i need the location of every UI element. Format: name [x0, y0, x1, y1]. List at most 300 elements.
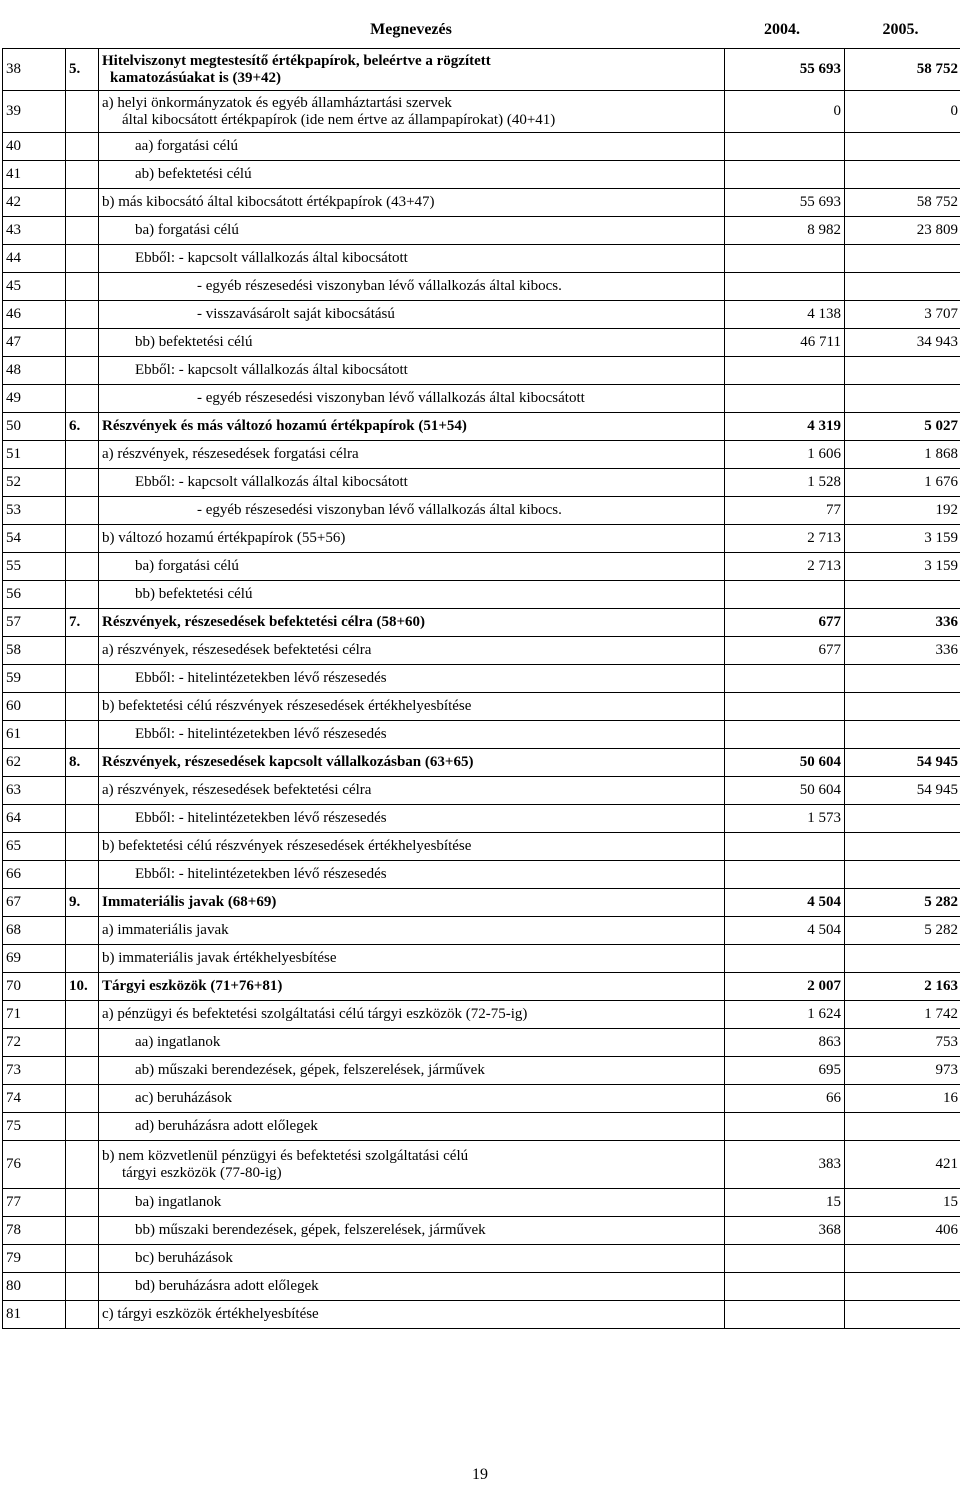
row-value-2004: 863 [725, 1029, 845, 1057]
row-value-2005 [845, 945, 960, 973]
row-value-2004: 1 573 [725, 805, 845, 833]
row-number: 42 [3, 189, 66, 217]
row-description [99, 1141, 725, 1189]
row-value-2004: 2 713 [725, 553, 845, 581]
row-section-number [66, 945, 99, 973]
table-row [3, 581, 960, 609]
row-value-2005 [845, 721, 960, 749]
row-description-text: bd) beruházásra adott előlegek [135, 1278, 319, 1294]
row-description-text: ab) befektetési célú [135, 166, 252, 182]
row-value-2004: 4 138 [725, 301, 845, 329]
row-value-2005: 23 809 [845, 217, 960, 245]
balance-table-body [3, 49, 960, 1329]
row-value-2004: 1 606 [725, 441, 845, 469]
row-value-2004 [725, 665, 845, 693]
table-row [3, 777, 960, 805]
row-section-number [66, 1085, 99, 1113]
row-description-text: aa) forgatási célú [135, 138, 239, 154]
table-row [3, 441, 960, 469]
row-description-text: b) más kibocsátó által kibocsátott értékpapírok (43+47) [102, 194, 435, 210]
row-description-text: bb) befektetési célú [135, 334, 253, 350]
row-value-2004 [725, 245, 845, 273]
row-value-2005 [845, 161, 960, 189]
table-row [3, 1141, 960, 1189]
row-value-2005: 58 752 [845, 189, 960, 217]
row-value-2005 [845, 385, 960, 413]
row-description [99, 1273, 725, 1301]
row-description-text: Részvények, részesedések kapcsolt vállalkozásban (63+65) [102, 754, 474, 770]
table-row [3, 245, 960, 273]
row-number: 78 [3, 1217, 66, 1245]
balance-table [2, 48, 960, 1329]
row-number: 76 [3, 1141, 66, 1189]
row-section-number: 8. [66, 749, 99, 777]
row-description [99, 637, 725, 665]
table-row [3, 973, 960, 1001]
row-value-2005: 0 [845, 91, 960, 133]
table-row [3, 917, 960, 945]
row-description-text: Tárgyi eszközök (71+76+81) [102, 978, 283, 994]
row-value-2004: 677 [725, 637, 845, 665]
row-description [99, 385, 725, 413]
row-value-2004 [725, 861, 845, 889]
row-description-text: ba) ingatlanok [135, 1194, 222, 1210]
row-description-text: a) részvények, részesedések befektetési célra [102, 642, 372, 658]
row-section-number [66, 329, 99, 357]
row-number: 46 [3, 301, 66, 329]
table-row [3, 357, 960, 385]
row-section-number [66, 357, 99, 385]
row-value-2005: 16 [845, 1085, 960, 1113]
row-description [99, 861, 725, 889]
row-number: 77 [3, 1189, 66, 1217]
row-value-2004: 66 [725, 1085, 845, 1113]
row-value-2004: 8 982 [725, 217, 845, 245]
row-number: 54 [3, 525, 66, 553]
row-description-text: ba) forgatási célú [135, 558, 239, 574]
row-section-number [66, 273, 99, 301]
row-description [99, 945, 725, 973]
row-number: 66 [3, 861, 66, 889]
row-value-2004: 1 624 [725, 1001, 845, 1029]
row-description [99, 693, 725, 721]
row-value-2004 [725, 1273, 845, 1301]
row-description [99, 721, 725, 749]
row-number: 53 [3, 497, 66, 525]
row-value-2005: 192 [845, 497, 960, 525]
row-value-2005: 1 868 [845, 441, 960, 469]
row-value-2005 [845, 665, 960, 693]
row-section-number [66, 693, 99, 721]
row-description-line: kamatozásúakat is (39+42) [110, 69, 282, 86]
row-value-2005 [845, 581, 960, 609]
row-value-2005: 3 159 [845, 553, 960, 581]
row-description-text: Immateriális javak (68+69) [102, 894, 277, 910]
row-value-2004: 77 [725, 497, 845, 525]
row-section-number [66, 581, 99, 609]
row-description [99, 1057, 725, 1085]
table-row [3, 301, 960, 329]
row-number: 48 [3, 357, 66, 385]
row-section-number: 9. [66, 889, 99, 917]
row-section-number [66, 161, 99, 189]
row-value-2005 [845, 1273, 960, 1301]
row-value-2004: 368 [725, 1217, 845, 1245]
row-description [99, 91, 725, 133]
row-description-text: Ebből: - kapcsolt vállalkozás által kibocsátott [135, 250, 408, 266]
row-value-2004: 4 319 [725, 413, 845, 441]
row-value-2004: 677 [725, 609, 845, 637]
row-value-2005: 973 [845, 1057, 960, 1085]
row-section-number [66, 1301, 99, 1329]
table-row [3, 1057, 960, 1085]
row-description [99, 329, 725, 357]
row-value-2005: 58 752 [845, 49, 960, 91]
table-row [3, 497, 960, 525]
header-year-2005: 2005. [882, 21, 919, 38]
row-value-2005: 421 [845, 1141, 960, 1189]
row-value-2004: 15 [725, 1189, 845, 1217]
row-value-2004 [725, 385, 845, 413]
row-number: 63 [3, 777, 66, 805]
row-number: 51 [3, 441, 66, 469]
table-row [3, 217, 960, 245]
row-description-text: - egyéb részesedési viszonyban lévő vállalkozás által kibocsátott [197, 390, 585, 406]
row-description-text: ad) beruházásra adott előlegek [135, 1118, 318, 1134]
row-value-2005: 54 945 [845, 777, 960, 805]
row-section-number [66, 189, 99, 217]
row-description [99, 1001, 725, 1029]
row-value-2004 [725, 581, 845, 609]
row-value-2005: 1 676 [845, 469, 960, 497]
row-description-text: c) tárgyi eszközök értékhelyesbítése [102, 1306, 319, 1322]
row-value-2004: 2 007 [725, 973, 845, 1001]
row-number: 39 [3, 91, 66, 133]
row-value-2004: 4 504 [725, 917, 845, 945]
row-value-2004: 2 713 [725, 525, 845, 553]
row-number: 79 [3, 1245, 66, 1273]
table-row [3, 413, 960, 441]
row-value-2004 [725, 833, 845, 861]
row-description-text: a) részvények, részesedések befektetési célra [102, 782, 372, 798]
row-section-number [66, 917, 99, 945]
table-row [3, 553, 960, 581]
row-description [99, 917, 725, 945]
row-description [99, 441, 725, 469]
row-section-number [66, 1029, 99, 1057]
row-value-2005: 3 159 [845, 525, 960, 553]
row-value-2005 [845, 861, 960, 889]
row-number: 73 [3, 1057, 66, 1085]
row-value-2005: 34 943 [845, 329, 960, 357]
table-row [3, 1245, 960, 1273]
table-row [3, 609, 960, 637]
row-value-2004 [725, 693, 845, 721]
row-description [99, 1113, 725, 1141]
row-section-number: 5. [66, 49, 99, 91]
row-description-text: Ebből: - hitelintézetekben lévő részesedés [135, 726, 387, 742]
row-section-number [66, 777, 99, 805]
row-description-text: - egyéb részesedési viszonyban lévő vállalkozás által kibocs. [197, 278, 562, 294]
row-value-2005: 3 707 [845, 301, 960, 329]
row-number: 59 [3, 665, 66, 693]
row-description [99, 1217, 725, 1245]
row-number: 61 [3, 721, 66, 749]
table-row [3, 861, 960, 889]
row-description [99, 469, 725, 497]
header-name: Megnevezés [370, 21, 452, 38]
table-row [3, 189, 960, 217]
row-description-text: ab) műszaki berendezések, gépek, felszerelések, járművek [135, 1062, 485, 1078]
table-row [3, 469, 960, 497]
row-description-text: bc) beruházások [135, 1250, 233, 1266]
row-number: 43 [3, 217, 66, 245]
row-value-2004 [725, 357, 845, 385]
row-description-text: b) immateriális javak értékhelyesbítése [102, 950, 337, 966]
row-description [99, 301, 725, 329]
row-value-2005: 336 [845, 609, 960, 637]
row-description-text: ac) beruházások [135, 1090, 233, 1106]
row-value-2004 [725, 273, 845, 301]
table-row [3, 945, 960, 973]
table-row [3, 1217, 960, 1245]
row-value-2005: 753 [845, 1029, 960, 1057]
row-description [99, 497, 725, 525]
row-description [99, 245, 725, 273]
table-row [3, 1029, 960, 1057]
table-row [3, 1085, 960, 1113]
row-description-text: aa) ingatlanok [135, 1034, 221, 1050]
row-value-2004 [725, 161, 845, 189]
row-number: 58 [3, 637, 66, 665]
row-number: 47 [3, 329, 66, 357]
row-description-text: Ebből: - hitelintézetekben lévő részesedés [135, 810, 387, 826]
row-value-2004: 50 604 [725, 777, 845, 805]
row-number: 70 [3, 973, 66, 1001]
row-description-text: b) befektetési célú részvények részesedések értékhelyesbítése [102, 698, 472, 714]
table-row [3, 637, 960, 665]
row-number: 52 [3, 469, 66, 497]
row-section-number [66, 1141, 99, 1189]
row-section-number [66, 441, 99, 469]
row-section-number [66, 1273, 99, 1301]
row-value-2005: 15 [845, 1189, 960, 1217]
row-number: 75 [3, 1113, 66, 1141]
row-value-2004: 50 604 [725, 749, 845, 777]
row-section-number [66, 133, 99, 161]
row-description [99, 609, 725, 637]
row-number: 71 [3, 1001, 66, 1029]
row-value-2005 [845, 245, 960, 273]
row-description-text: ba) forgatási célú [135, 222, 239, 238]
table-row [3, 91, 960, 133]
row-description-text: Hitelviszonyt megtestesítő értékpapírok, beleértve a rögzített kamatozásúakat is (39+42) [102, 52, 491, 86]
row-number: 49 [3, 385, 66, 413]
row-description-line: által kibocsátott értékpapírok (ide nem értve az állampapírokat) (40+41) [122, 111, 556, 128]
row-value-2005 [845, 693, 960, 721]
row-description [99, 525, 725, 553]
row-number: 57 [3, 609, 66, 637]
row-description [99, 161, 725, 189]
table-row [3, 1113, 960, 1141]
row-description [99, 413, 725, 441]
row-description-text: a) pénzügyi és befektetési szolgáltatási célú tárgyi eszközök (72-75-ig) [102, 1006, 528, 1022]
row-section-number [66, 637, 99, 665]
row-value-2005 [845, 805, 960, 833]
row-number: 44 [3, 245, 66, 273]
row-description-text: a) részvények, részesedések forgatási célra [102, 446, 359, 462]
row-description-text: Ebből: - hitelintézetekben lévő részesedés [135, 670, 387, 686]
row-section-number [66, 833, 99, 861]
page-number: 19 [472, 1466, 488, 1483]
row-description-text: Ebből: - kapcsolt vállalkozás által kibocsátott [135, 362, 408, 378]
row-section-number [66, 805, 99, 833]
row-description-text: - egyéb részesedési viszonyban lévő vállalkozás által kibocs. [197, 502, 562, 518]
row-number: 81 [3, 1301, 66, 1329]
row-description [99, 805, 725, 833]
row-value-2005: 2 163 [845, 973, 960, 1001]
row-description-text: b) befektetési célú részvények részesedések értékhelyesbítése [102, 838, 472, 854]
row-number: 38 [3, 49, 66, 91]
row-section-number [66, 1189, 99, 1217]
row-number: 56 [3, 581, 66, 609]
row-section-number [66, 217, 99, 245]
row-section-number [66, 665, 99, 693]
row-number: 67 [3, 889, 66, 917]
row-description [99, 273, 725, 301]
row-description [99, 189, 725, 217]
row-description [99, 357, 725, 385]
table-row [3, 385, 960, 413]
table-row [3, 329, 960, 357]
row-value-2004: 0 [725, 91, 845, 133]
row-section-number [66, 1245, 99, 1273]
row-number: 62 [3, 749, 66, 777]
table-row [3, 161, 960, 189]
row-number: 40 [3, 133, 66, 161]
row-value-2004 [725, 945, 845, 973]
row-number: 65 [3, 833, 66, 861]
row-section-number [66, 1113, 99, 1141]
row-value-2004 [725, 721, 845, 749]
row-description [99, 749, 725, 777]
row-description [99, 1189, 725, 1217]
row-section-number: 10. [66, 973, 99, 1001]
table-row [3, 273, 960, 301]
row-description [99, 553, 725, 581]
row-section-number [66, 1057, 99, 1085]
row-description [99, 581, 725, 609]
row-value-2004: 383 [725, 1141, 845, 1189]
row-description [99, 217, 725, 245]
row-value-2005 [845, 357, 960, 385]
row-description [99, 133, 725, 161]
row-description [99, 1301, 725, 1329]
row-description-text: b) nem közvetlenül pénzügyi és befektetési szolgáltatási célú tárgyi eszközök (77-80-ig) [102, 1147, 469, 1181]
row-value-2004: 55 693 [725, 189, 845, 217]
row-description [99, 833, 725, 861]
row-number: 45 [3, 273, 66, 301]
table-row [3, 889, 960, 917]
row-description [99, 1245, 725, 1273]
row-section-number [66, 1001, 99, 1029]
row-value-2005: 336 [845, 637, 960, 665]
table-row [3, 133, 960, 161]
row-section-number [66, 245, 99, 273]
row-number: 72 [3, 1029, 66, 1057]
row-section-number [66, 553, 99, 581]
row-description-text: Részvények, részesedések befektetési célra (58+60) [102, 614, 426, 630]
table-row [3, 1189, 960, 1217]
table-row [3, 1001, 960, 1029]
table-row [3, 749, 960, 777]
row-value-2004 [725, 1113, 845, 1141]
row-value-2005: 406 [845, 1217, 960, 1245]
row-section-number [66, 861, 99, 889]
row-value-2005 [845, 1301, 960, 1329]
row-number: 68 [3, 917, 66, 945]
row-value-2004: 55 693 [725, 49, 845, 91]
row-value-2005: 5 027 [845, 413, 960, 441]
row-description [99, 1029, 725, 1057]
row-section-number [66, 91, 99, 133]
row-section-number [66, 721, 99, 749]
row-description [99, 665, 725, 693]
row-section-number [66, 525, 99, 553]
row-value-2005: 1 742 [845, 1001, 960, 1029]
row-number: 80 [3, 1273, 66, 1301]
row-description [99, 973, 725, 1001]
row-description-text: b) változó hozamú értékpapírok (55+56) [102, 530, 346, 546]
row-section-number: 6. [66, 413, 99, 441]
row-value-2004 [725, 133, 845, 161]
row-description [99, 49, 725, 91]
table-row [3, 1301, 960, 1329]
row-value-2005 [845, 1245, 960, 1273]
table-row [3, 665, 960, 693]
row-number: 50 [3, 413, 66, 441]
row-number: 64 [3, 805, 66, 833]
table-row [3, 805, 960, 833]
row-value-2005: 5 282 [845, 889, 960, 917]
row-number: 60 [3, 693, 66, 721]
row-value-2004: 695 [725, 1057, 845, 1085]
row-value-2004: 4 504 [725, 889, 845, 917]
row-value-2004 [725, 1245, 845, 1273]
row-description-text: Ebből: - kapcsolt vállalkozás által kibocsátott [135, 474, 408, 490]
row-description-text: a) helyi önkormányzatok és egyéb államháztartási szervek által kibocsátott értékpapírok (ide nem értve az állampapírokat) (40+41) [102, 94, 556, 128]
row-number: 41 [3, 161, 66, 189]
row-value-2005: 54 945 [845, 749, 960, 777]
row-section-number [66, 1217, 99, 1245]
row-section-number [66, 497, 99, 525]
table-row [3, 1273, 960, 1301]
table-row [3, 833, 960, 861]
row-section-number: 7. [66, 609, 99, 637]
row-description-text: bb) befektetési célú [135, 586, 253, 602]
table-row [3, 693, 960, 721]
row-description [99, 777, 725, 805]
row-number: 74 [3, 1085, 66, 1113]
row-value-2004: 46 711 [725, 329, 845, 357]
row-value-2005 [845, 1113, 960, 1141]
row-value-2005: 5 282 [845, 917, 960, 945]
row-description-text: - visszavásárolt saját kibocsátású [197, 306, 395, 322]
header-year-2004: 2004. [764, 21, 800, 38]
row-section-number [66, 385, 99, 413]
row-description-line: tárgyi eszközök (77-80-ig) [122, 1164, 282, 1181]
row-description-text: Részvények és más változó hozamú értékpapírok (51+54) [102, 418, 467, 434]
